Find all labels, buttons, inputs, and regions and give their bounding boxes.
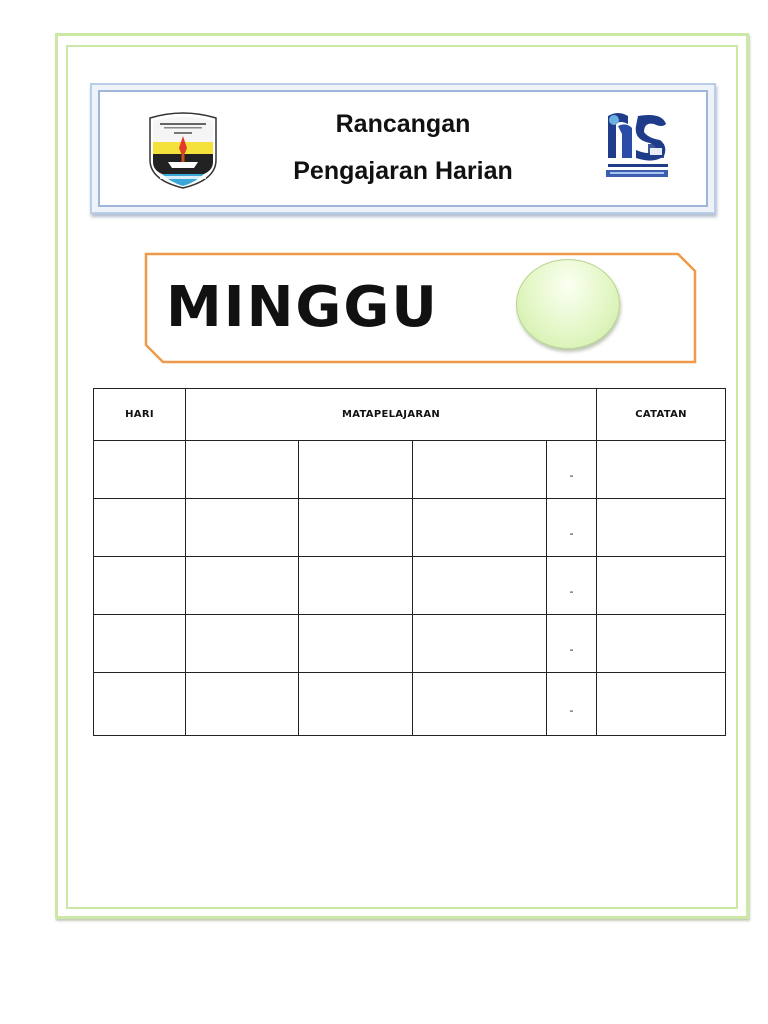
schedule-table xyxy=(93,388,726,736)
mark-cell[interactable]: - xyxy=(547,673,597,736)
subject-cell[interactable] xyxy=(413,441,547,499)
header-title-line2: Pengajaran Harian xyxy=(293,157,513,185)
subject-cell[interactable] xyxy=(299,615,413,673)
subject-cell[interactable] xyxy=(299,441,413,499)
catatan-cell[interactable] xyxy=(597,441,726,499)
subject-cell[interactable] xyxy=(186,615,299,673)
column-header-matapelajaran: MATAPELAJARAN xyxy=(186,389,597,441)
week-number-circle[interactable] xyxy=(516,259,620,349)
school-crest-logo xyxy=(144,110,222,190)
hari-cell[interactable] xyxy=(94,673,186,736)
subject-cell[interactable] xyxy=(413,557,547,615)
subject-cell[interactable] xyxy=(186,499,299,557)
hari-cell[interactable] xyxy=(94,499,186,557)
mark-cell[interactable]: - xyxy=(547,615,597,673)
mark-cell[interactable]: - xyxy=(547,499,597,557)
catatan-cell[interactable] xyxy=(597,673,726,736)
subject-cell[interactable] xyxy=(299,499,413,557)
subject-cell[interactable] xyxy=(299,673,413,736)
column-header-hari: HARI xyxy=(94,389,186,441)
mark-cell[interactable]: - xyxy=(547,557,597,615)
table-row xyxy=(94,673,726,736)
week-label: MINGGU xyxy=(166,275,439,340)
table-row xyxy=(94,615,726,673)
table-row xyxy=(94,557,726,615)
catatan-cell[interactable] xyxy=(597,615,726,673)
table-header-row xyxy=(94,389,726,441)
ts25-program-logo xyxy=(604,110,670,180)
catatan-cell[interactable] xyxy=(597,499,726,557)
subject-cell[interactable] xyxy=(186,441,299,499)
table-row xyxy=(94,499,726,557)
subject-cell[interactable] xyxy=(186,673,299,736)
subject-cell[interactable] xyxy=(413,673,547,736)
hari-cell[interactable] xyxy=(94,557,186,615)
table-row xyxy=(94,441,726,499)
subject-cell[interactable] xyxy=(413,499,547,557)
header-title-line1: Rancangan xyxy=(335,110,471,138)
mark-cell[interactable]: - xyxy=(547,441,597,499)
column-header-catatan: CATATAN xyxy=(597,389,726,441)
catatan-cell[interactable] xyxy=(597,557,726,615)
subject-cell[interactable] xyxy=(413,615,547,673)
hari-cell[interactable] xyxy=(94,441,186,499)
subject-cell[interactable] xyxy=(299,557,413,615)
hari-cell[interactable] xyxy=(94,615,186,673)
subject-cell[interactable] xyxy=(186,557,299,615)
